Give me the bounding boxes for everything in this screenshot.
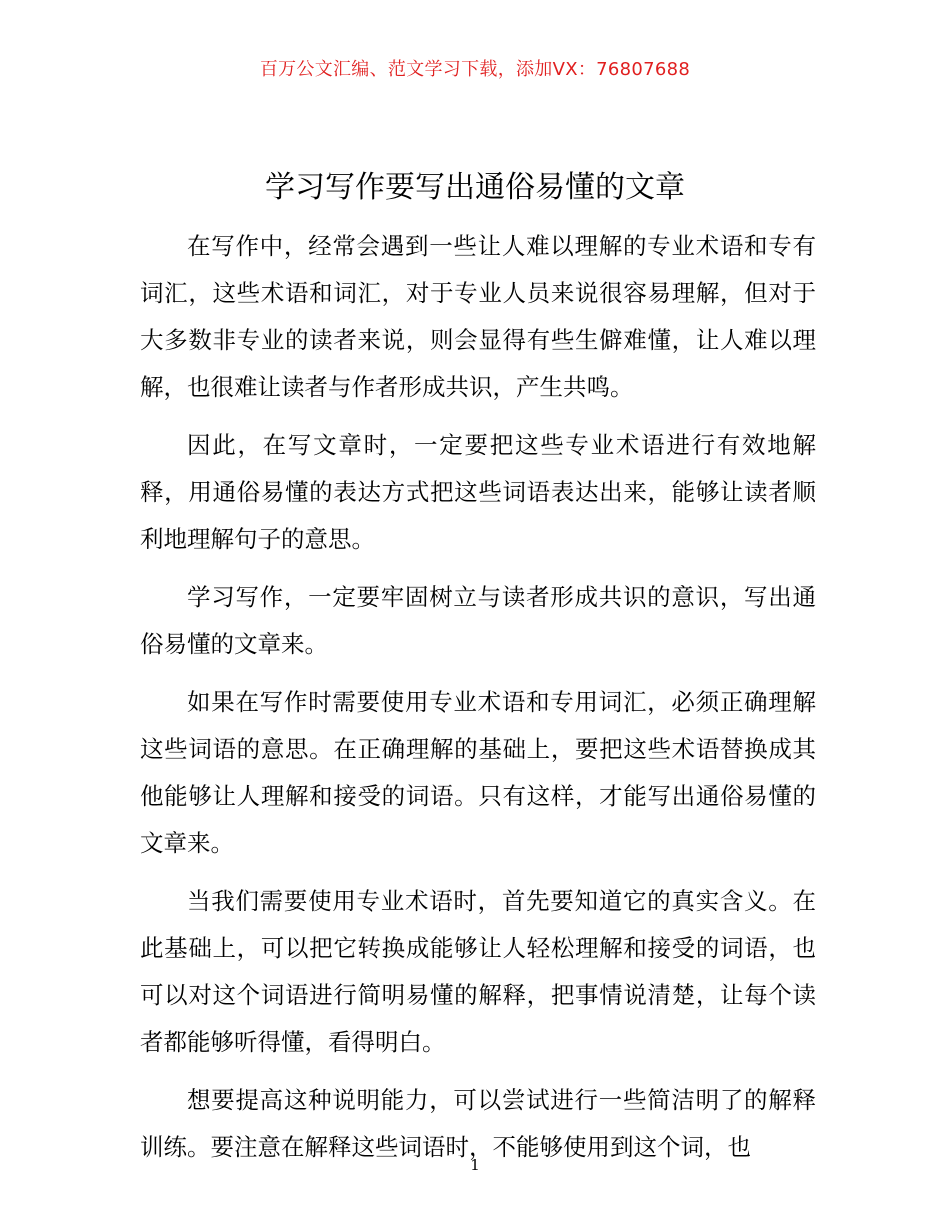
paragraph-2: 因此，在写文章时，一定要把这些专业术语进行有效地解释，用通俗易懂的表达方式把这些词语表达出来，能够让读者顺利地理解句子的意思。 xyxy=(140,431,816,553)
paragraph-5: 当我们需要使用专业术语时，首先要知道它的真实含义。在此基础上，可以把它转换成能够让人轻松理解和接受的词语，也可以对这个词语进行简明易懂的解释，把事情说清楚，让每个读者都能够听得懂，看得明白。 xyxy=(140,887,816,1056)
document-body xyxy=(140,223,816,1182)
header-banner: 百万公文汇编、范文学习下载，添加VX：76807688 xyxy=(259,59,691,80)
page-number: 1 xyxy=(470,1156,480,1174)
document-title: 学习写作要写出通俗易懂的文章 xyxy=(265,170,685,205)
paragraph-1: 在写作中，经常会遇到一些让人难以理解的专业术语和专有词汇，这些术语和词汇，对于专业人员来说很容易理解，但对于大多数非专业的读者来说，则会显得有些生僻难懂，让人难以理解，也很难让读者与作者形成共识，产生共鸣。 xyxy=(140,232,816,401)
paragraph-3: 学习写作，一定要牢固树立与读者形成共识的意识，写出通俗易懂的文章来。 xyxy=(140,583,816,658)
paragraph-4: 如果在写作时需要使用专业术语和专用词汇，必须正确理解这些词语的意思。在正确理解的基础上，要把这些术语替换成其他能够让人理解和接受的词语。只有这样，才能写出通俗易懂的文章来。 xyxy=(140,688,816,857)
paragraph-6: 想要提高这种说明能力，可以尝试进行一些简洁明了的解释训练。要注意在解释这些词语时，不能够使用到这个词，也 xyxy=(140,1086,816,1161)
